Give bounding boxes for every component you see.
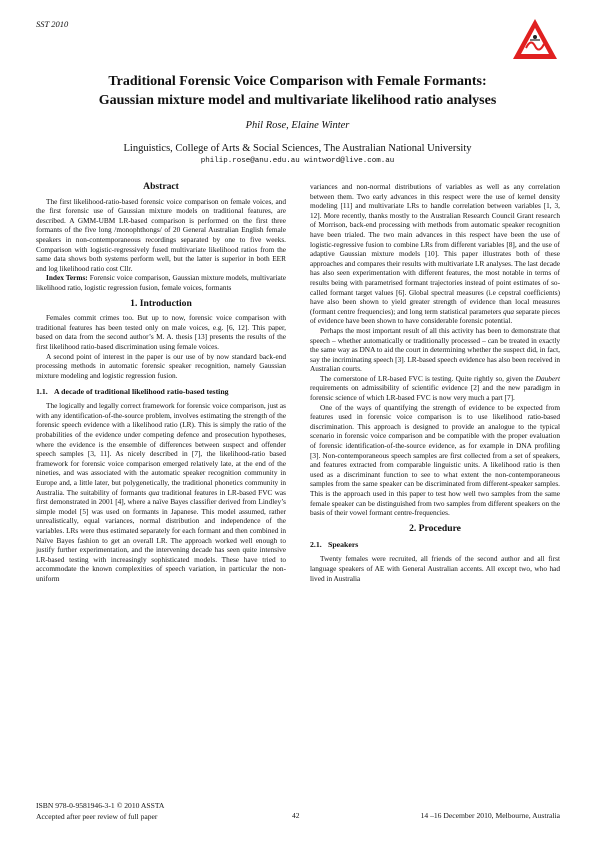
- introduction-heading: 1. Introduction: [130, 297, 192, 309]
- procedure-heading: 2. Procedure: [409, 522, 461, 534]
- affiliation: Linguistics, College of Arts & Social Sciences, The Australian National University: [123, 143, 472, 154]
- text-run: The logically and legally correct framework for forensic voice comparison, just as with any identification-of-the-source problem, involves estimating the strength of the forensic speech evidence with a likelihood ratio (LR). This is simply the ratio of the probabilities of the evidence under competing defence and prosecution hypotheses, where the evidence is the ensemble of differences between suspect and offender speech samples [3, 11]. As nicely described in [7], the likelihood-ratio based framework for forensic voice comparison emerged relatively late, at the end of the nineties, and was associated with the automatic speaker recognition community in Europe and, a little later, but polygenetically, the traditional phonetics community in Australia. The suitability of formants: [36, 401, 286, 497]
- title-line-2: Gaussian mixture model and multivariate likelihood ratio analyses: [98, 93, 497, 108]
- text-run: separate pieces of evidence have been shown to have considerable forensic potential.: [310, 306, 560, 326]
- text-run: requirements on admissibility of scientific evidence [2] and the new paradigm in forensic science of which LR-based FVC is now very much a part [7].: [310, 383, 560, 403]
- intro-paragraph-2: A second point of interest in the paper is our use of by now standard back-end processing methods in automatic forensic speaker recognition, namely Gaussian mixture modeling and logistic regression fusion.: [36, 351, 286, 380]
- paper-title: [40, 72, 555, 110]
- assta-warning-triangle-logo: [510, 16, 560, 62]
- conference-header: SST 2010: [36, 19, 69, 29]
- footer-left: [36, 800, 164, 822]
- title-line-1: Traditional Forensic Voice Comparison with Female Formants:: [108, 74, 487, 89]
- index-terms: [36, 273, 286, 292]
- italic-term: qua: [148, 487, 160, 497]
- footer-accepted: Accepted after peer review of full paper: [36, 812, 158, 821]
- index-terms-list: Forensic voice comparison, Gaussian mixture models, multivariate likelihood ratio, logistic regression fusion, female voices, formants: [36, 273, 286, 292]
- subsection-number: 1.1.: [36, 387, 48, 397]
- right-paragraph-4: One of the ways of quantifying the strength of evidence to be expected from features used in forensic voice comparison is to use likelihood ratio-based discrimination. This approach is designed to provide an analogue to the typical scenario in forensic voice comparison and be compatible with the proper evaluation of forensic identification-of-the-source evidence, as for example in DNA profiling [3]. Non-contemporaneous speech samples are first collected from a set of speakers, and features extracted from comparable linguistic units. A likelihood ratio is then used as a discriminant function to see to what extent the non-contemporaneous samples from the same speaker can be discriminated from different-speaker samples. This is the approach used in this paper to test how well two samples from the same female speaker can be distinguished from two samples from different speakers on the basis of their vowel formant centre-frequencies.: [310, 402, 560, 518]
- author-emails: philip.rose@anu.edu.au wintword@live.com.au: [200, 157, 395, 165]
- subsection-title: A decade of traditional likelihood ratio-based testing: [54, 387, 229, 397]
- abstract-heading: Abstract: [143, 181, 179, 192]
- text-run: The cornerstone of LR-based FVC is testing. Quite rightly so, given the: [320, 373, 536, 383]
- right-column: [310, 182, 560, 583]
- index-terms-label: Index Terms:: [46, 273, 88, 283]
- subsection-2-1-heading: [310, 540, 560, 550]
- abstract-text: The first likelihood-ratio-based forensic voice comparison on female voices, and the first forensic use of Gaussian mixture models on traditional features, are described. A GMM-UBM LR-based comparison is performed on the first three formants of the five long /monophthongs/ of 20 General Australian English female speakers in non-contemporaneous recordings separated by one to five weeks. Comparison with logistic-regressively fused multivariate likelihood ratios from the same data shows both systems perform well, but the latter is superior in both EER and log likelihood ratio cost Cllr.: [36, 196, 286, 273]
- text-run: traditional features in LR-based FVC was first demonstrated in 2001 [4], where a naïve Bayes classifier derived from Lindley’s simple model [5] was used on formants in Japanese. This model assumed, rather unrealistically, equal variances, normal distribution and independence of the variables. LRs were thus estimated separately for each formant and then combined in Naïve Bayes fashion to get an overall LR. The approach worked well enough to justify further experimentation, and the intervening decade has seen quite intensive LR-based testing with increasingly sophisticated models. These have tried to accommodate the known complexities of speech variation, in particular the non-uniform: [36, 487, 286, 583]
- italic-term: Daubert: [535, 373, 560, 383]
- intro-paragraph-1: Females commit crimes too. But up to now, forensic voice comparison with traditional features has been tested only on male voices, e.g. [6, 12]. This paper, based on data from the second author’s M. A. thesis [13] presents the results of the first likelihood ratio-based discrimination using female voices.: [36, 313, 286, 351]
- right-paragraph-1: [310, 182, 560, 326]
- right-paragraph-3: [310, 374, 560, 403]
- footer-venue: 14 –16 December 2010, Melbourne, Australia: [420, 811, 560, 820]
- subsection-title: Speakers: [328, 540, 359, 550]
- text-run: variances and non-normal distributions of variables as well as any correlation between them. Two early advances in this respect were the use of kernel density modeling [11] and multivariate LRs to handle correlation between variables [1, 3, 12]. More recently, thanks mostly to the Australian Research Council Grant research of Morrison, back-end processing with methods from automatic speaker recognition have been trialed. The two main advances in this respect have been the use of logistic-regressive fusion to combine LRs from different variables [8], and the use of adaptive Gaussian mixture models [10]. This paper illustrates both of these approaches and compares their results with multivariate LR analyses. The last decade has also seen experimentation with different features, the most notable in terms of results being with parametrised formant trajectories instead of point estimates of so-called formant target values [6]. Global spectral measures (i.e cepstral coefficients) have also been shown to yield greater strength of evidence than local measures (formant centre frequencies); and long term statistical parameters: [310, 182, 560, 316]
- subsection-1-1-paragraph: [36, 401, 286, 583]
- italic-term: qua: [503, 306, 515, 316]
- authors: Phil Rose, Elaine Winter: [245, 120, 350, 131]
- right-paragraph-2: Perhaps the most important result of all this activity has been to demonstrate that speech – whether automatically or traditionally processed – can be treated in exactly the same way as DNA to aid the court in determining whether the suspect did, in fact, say the incriminating speech [3]. LR-based speech evidence has also been received in Australian courts.: [310, 325, 560, 374]
- speakers-paragraph: Twenty females were recruited, all friends of the second author and all first language speakers of AE with General Australian accents. All except two, who had lived in Australia: [310, 554, 560, 583]
- footer-isbn: ISBN 978-0-9581946-3-1 © 2010 ASSTA: [36, 801, 165, 810]
- page-number: 42: [292, 811, 300, 820]
- left-column: [36, 182, 286, 584]
- subsection-number: 2.1.: [310, 540, 322, 550]
- subsection-1-1-heading: [36, 387, 286, 397]
